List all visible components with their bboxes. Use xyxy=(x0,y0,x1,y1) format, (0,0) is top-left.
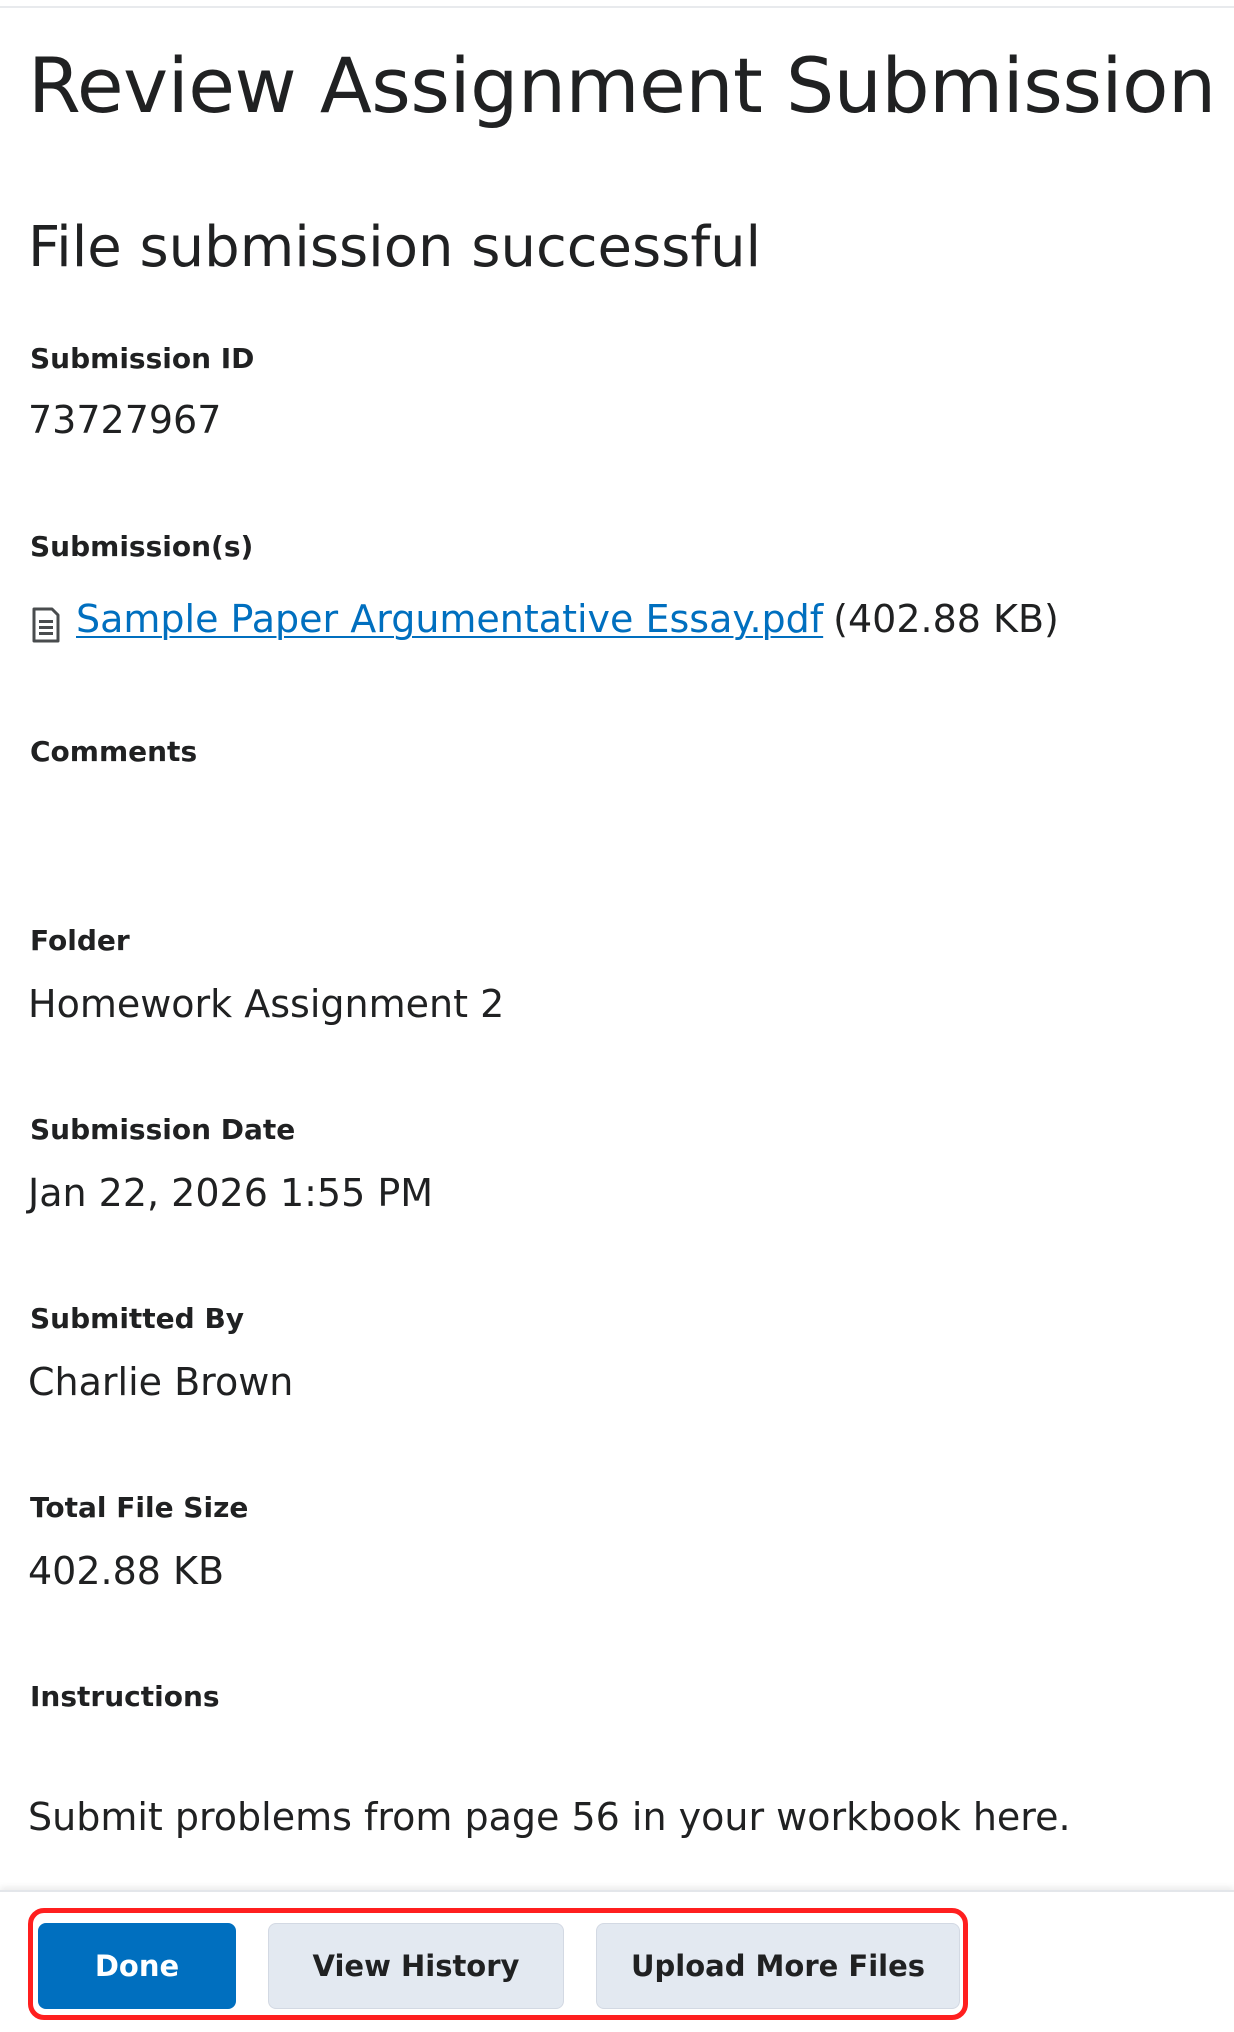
submission-date-label: Submission Date xyxy=(30,1113,296,1146)
submission-file-row xyxy=(28,594,1059,644)
total-file-size-label: Total File Size xyxy=(30,1491,249,1524)
submission-date-value: Jan 22, 2026 1:55 PM xyxy=(28,1171,434,1215)
comments-label: Comments xyxy=(30,735,198,768)
instructions-label: Instructions xyxy=(30,1680,220,1713)
folder-value: Homework Assignment 2 xyxy=(28,982,505,1026)
submissions-label: Submission(s) xyxy=(30,530,254,563)
submitted-by-value: Charlie Brown xyxy=(28,1360,294,1404)
submitted-by-label: Submitted By xyxy=(30,1302,245,1335)
page-title: Review Assignment Submission xyxy=(28,41,1216,130)
status-heading: File submission successful xyxy=(28,215,762,280)
submission-file-link[interactable]: Sample Paper Argumentative Essay.pdf xyxy=(76,597,824,641)
done-button[interactable]: Done xyxy=(38,1923,236,2009)
document-icon xyxy=(28,607,64,643)
folder-label: Folder xyxy=(30,924,130,957)
upload-more-files-button[interactable]: Upload More Files xyxy=(596,1923,960,2009)
submission-id-value: 73727967 xyxy=(28,398,222,442)
submission-id-label: Submission ID xyxy=(30,342,255,375)
view-history-button[interactable]: View History xyxy=(268,1923,564,2009)
instructions-value: Submit problems from page 56 in your workbook here. xyxy=(28,1795,1071,1839)
top-divider xyxy=(0,0,1234,8)
total-file-size-value: 402.88 KB xyxy=(28,1549,225,1593)
submission-file-size: (402.88 KB) xyxy=(833,597,1059,641)
